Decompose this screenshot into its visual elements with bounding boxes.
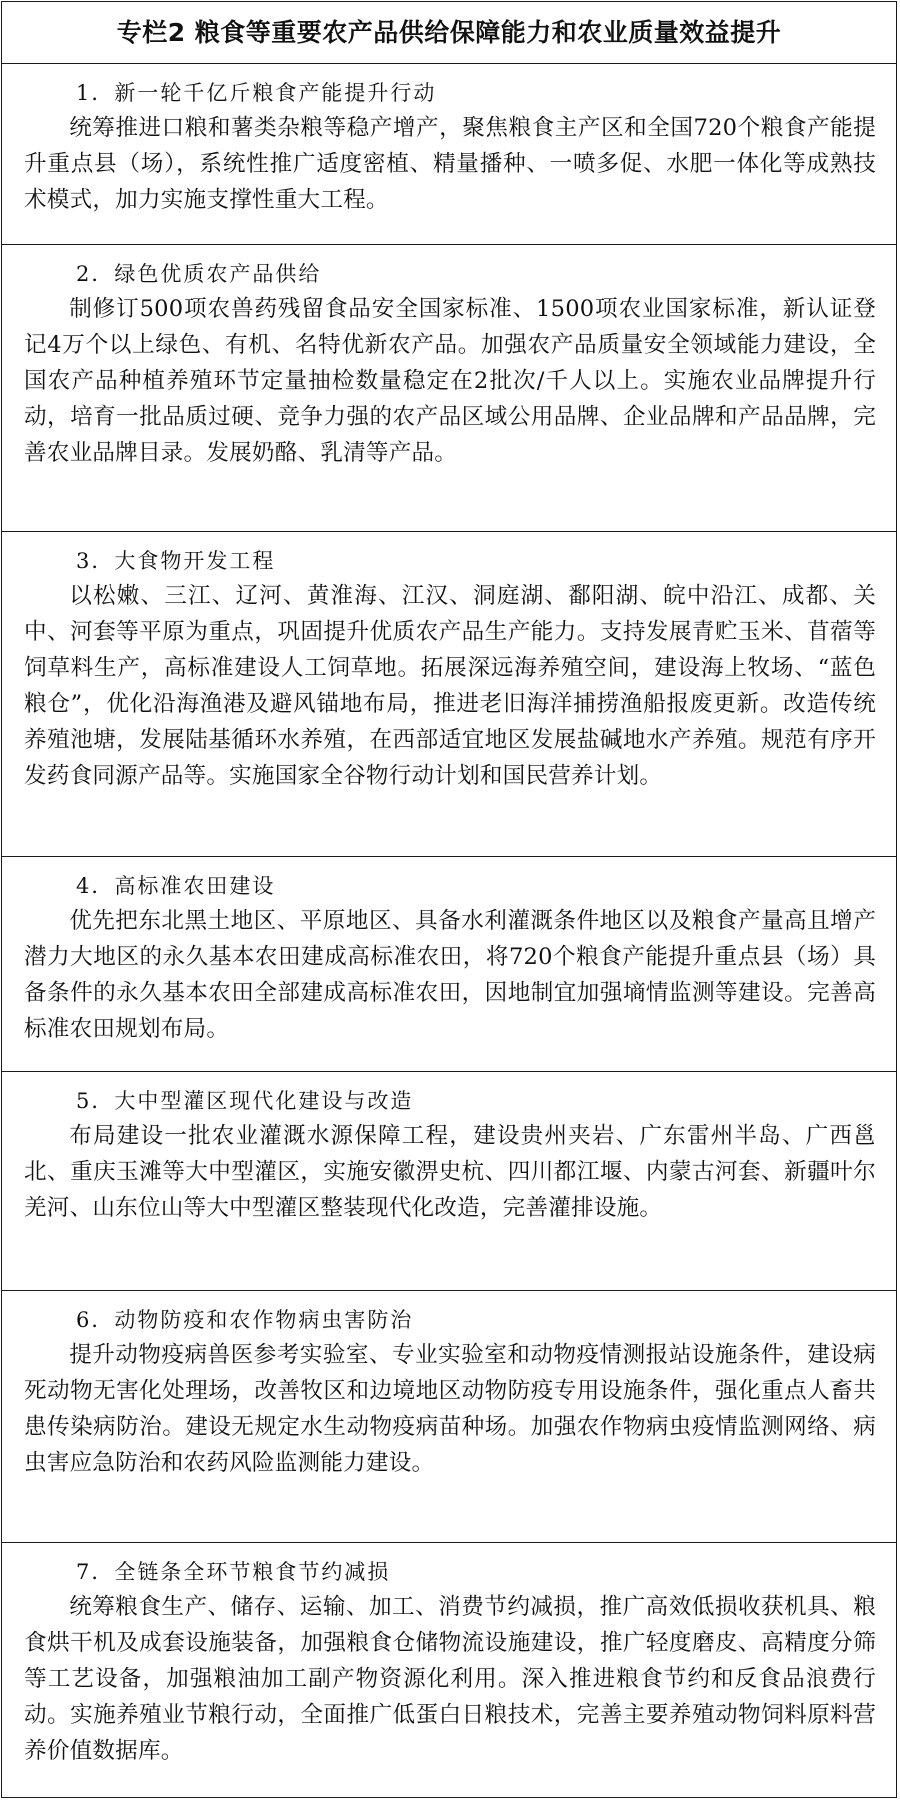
- section-3: [2, 532, 896, 857]
- section-6: [2, 1291, 896, 1543]
- section-heading: 7．全链条全环节粮食节约减损: [76, 1560, 391, 1584]
- section-1: [2, 64, 896, 245]
- section-heading: 1．新一轮千亿斤粮食产能提升行动: [76, 81, 437, 105]
- column-box: [1, 1, 897, 1798]
- section-heading: 6．动物防疫和农作物病虫害防治: [76, 1308, 414, 1332]
- section-2: [2, 245, 896, 532]
- section-body: 布局建设一批农业灌溉水源保障工程，建设贵州夹岩、广东雷州半岛、广西邕北、重庆玉滩等大中型灌区，实施安徽淠史杭、四川都江堰、内蒙古河套、新疆叶尔羌河、山东位山等大中型灌区整装现代化改造，完善灌排设施。: [24, 1123, 876, 1221]
- section-body: 优先把东北黑土地区、平原地区、具备水利灌溉条件地区以及粮食产量高且增产潜力大地区的永久基本农田建成高标准农田，将720个粮食产能提升重点县（场）具备条件的永久基本农田全部建成高标准农田，因地制宜加强墒情监测等建设。完善高标准农田规划布局。: [24, 908, 876, 1042]
- section-heading: 5．大中型灌区现代化建设与改造: [76, 1089, 414, 1113]
- section-body: 统筹推进口粮和薯类杂粮等稳产增产，聚焦粮食主产区和全国720个粮食产能提升重点县（场），系统性推广适度密植、精量播种、一喷多促、水肥一体化等成熟技术模式，加力实施支撑性重大工程。: [24, 115, 876, 213]
- section-5: [2, 1072, 896, 1291]
- section-body: 提升动物疫病兽医参考实验室、专业实验室和动物疫情测报站设施条件，建设病死动物无害化处理场，改善牧区和边境地区动物防疫专用设施条件，强化重点人畜共患传染病防治。建设无规定水生动物疫病苗种场。加强农作物病虫疫情监测网络、病虫害应急防治和农药风险监测能力建设。: [24, 1342, 876, 1476]
- section-body: 统筹粮食生产、储存、运输、加工、消费节约减损，推广高效低损收获机具、粮食烘干机及成套设施装备，加强粮食仓储物流设施建设，推广轻度磨皮、高精度分筛等工艺设备，加强粮油加工副产物资源化利用。深入推进粮食节约和反食品浪费行动。实施养殖业节粮行动，全面推广低蛋白日粮技术，完善主要养殖动物饲料原料营养价值数据库。: [24, 1594, 876, 1764]
- section-7: [2, 1543, 896, 1797]
- section-heading: 2．绿色优质农产品供给: [76, 262, 322, 286]
- section-heading: 3．大食物开发工程: [76, 549, 276, 573]
- column-title: 专栏2 粮食等重要农产品供给保障能力和农业质量效益提升: [2, 2, 896, 64]
- section-4: [2, 857, 896, 1072]
- section-body: 以松嫩、三江、辽河、黄淮海、江汉、洞庭湖、鄱阳湖、皖中沿江、成都、关中、河套等平原为重点，巩固提升优质农产品生产能力。支持发展青贮玉米、苜蓿等饲草料生产，高标准建设人工饲草地。拓展深远海养殖空间，建设海上牧场、“蓝色粮仓”，优化沿海渔港及避风锚地布局，推进老旧海洋捕捞渔船报废更新。改造传统养殖池塘，发展陆基循环水养殖，在西部适宜地区发展盐碱地水产养殖。规范有序开发药食同源产品等。实施国家全谷物行动计划和国民营养计划。: [24, 583, 876, 789]
- section-body: 制修订500项农兽药残留食品安全国家标准、1500项农业国家标准，新认证登记4万个以上绿色、有机、名特优新农产品。加强农产品质量安全领域能力建设，全国农产品种植养殖环节定量抽检数量稳定在2批次/千人以上。实施农业品牌提升行动，培育一批品质过硬、竞争力强的农产品区域公用品牌、企业品牌和产品品牌，完善农业品牌目录。发展奶酪、乳清等产品。: [24, 296, 876, 466]
- section-heading: 4．高标准农田建设: [76, 874, 276, 898]
